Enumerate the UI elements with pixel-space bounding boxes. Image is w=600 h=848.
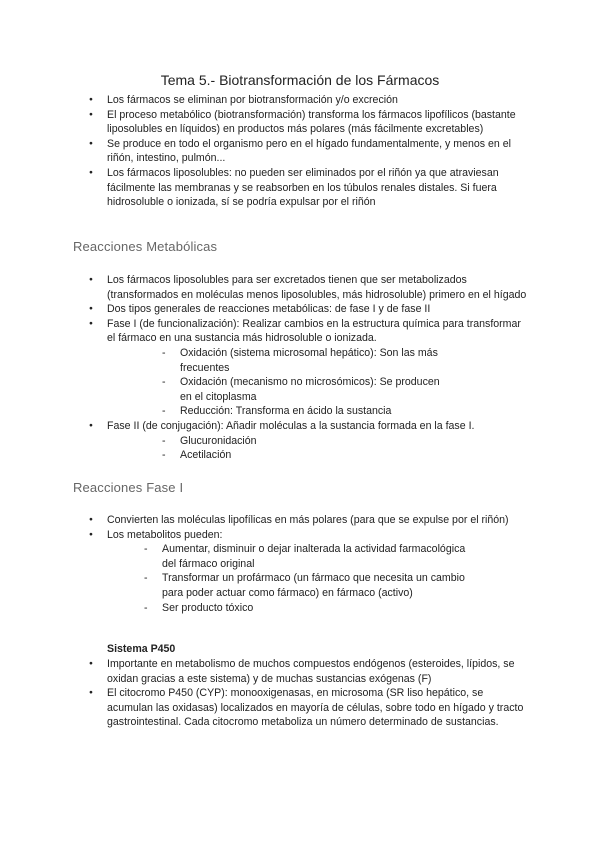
p450-block: [107, 630, 527, 657]
sublist-item: - Ser producto tóxico: [162, 601, 482, 616]
phase1-bullet-list: [107, 513, 527, 615]
sublist-item: - Acetilación: [180, 448, 440, 463]
intro-bullet-list: [107, 93, 527, 210]
list-item: ● Importante en metabolismo de muchos compuestos endógenos (esteroides, lípidos, se oxidan gracias a este sistema) y de muchas sustancias exógenas (F): [107, 657, 527, 686]
list-item-text: Fase I (de funcionalización): Realizar cambios en la estructura química para transformar el fármaco en una sustancia más hidrosoluble o ionizada.: [107, 317, 521, 345]
phase1-sublist: [180, 346, 440, 419]
p450-bullet-list: [107, 657, 527, 730]
document-title: Tema 5.- Biotransformación de los Fármacos: [160, 72, 440, 88]
list-item: ● El citocromo P450 (CYP): monooxigenasas, en microsoma (SR liso hepático, se acumulan las oxidasas) localizados en mayoría de células, sobre todo en hígado y tracto gastrointestinal. Cada citocromo metaboliza un número determinado de sustancias.: [107, 686, 527, 730]
list-item: ● El proceso metabólico (biotransformación) transforma los fármacos lipofílicos (bastante liposolubles en líquidos) en productos más polares (más fácilmente excretables): [107, 108, 527, 137]
list-item: ● Convierten las moléculas lipofílicas en más polares (para que se expulse por el riñón): [107, 513, 527, 528]
sublist-item: - Aumentar, disminuir o dejar inalterada la actividad farmacológica del fármaco original: [162, 542, 482, 571]
sublist-item: - Oxidación (sistema microsomal hepático): Son las más frecuentes: [180, 346, 440, 375]
list-item: ● Dos tipos generales de reacciones metabólicas: de fase I y de fase II: [107, 302, 527, 317]
list-item: [107, 419, 527, 463]
list-item: ● Los fármacos liposolubles para ser excretados tienen que ser metabolizados (transformados en moléculas menos liposolubles, más hidrosoluble) primero en el hígado: [107, 273, 527, 302]
list-item: [107, 317, 527, 419]
list-item-text: Fase II (de conjugación): Añadir moléculas a la sustancia formada en la fase I.: [107, 419, 475, 432]
sublist-item: - Transformar un profármaco (un fármaco que necesita un cambio para poder actuar como fármaco) en fármaco (activo): [162, 571, 482, 600]
sublist-item: - Glucuronidación: [180, 434, 440, 449]
phase2-sublist: [180, 434, 440, 463]
section-heading-metabolic: Reacciones Metabólicas: [73, 239, 218, 254]
list-item: ● Los fármacos liposolubles: no pueden ser eliminados por el riñón ya que atraviesan fácilmente las membranas y se reabsorben en los túbulos renales distales. Si fuera hidrosoluble o ionizada, sí se podría expulsar por el riñón: [107, 166, 527, 210]
list-item: [107, 528, 527, 616]
section-heading-phase1: Reacciones Fase I: [73, 480, 184, 495]
list-item-text: Los metabolitos pueden:: [107, 528, 223, 541]
metabolic-bullet-list: [107, 273, 527, 463]
metabolite-sublist: [162, 542, 482, 615]
list-item: ● Se produce en todo el organismo pero en el hígado fundamentalmente, y menos en el riñón, intestino, pulmón...: [107, 137, 527, 166]
sublist-item: - Oxidación (mecanismo no microsómicos): Se producen en el citoplasma: [180, 375, 440, 404]
p450-subtitle: Sistema P450: [107, 643, 176, 655]
sublist-item: - Reducción: Transforma en ácido la sustancia: [180, 404, 440, 419]
list-item: ● Los fármacos se eliminan por biotransformación y/o excreción: [107, 93, 527, 108]
